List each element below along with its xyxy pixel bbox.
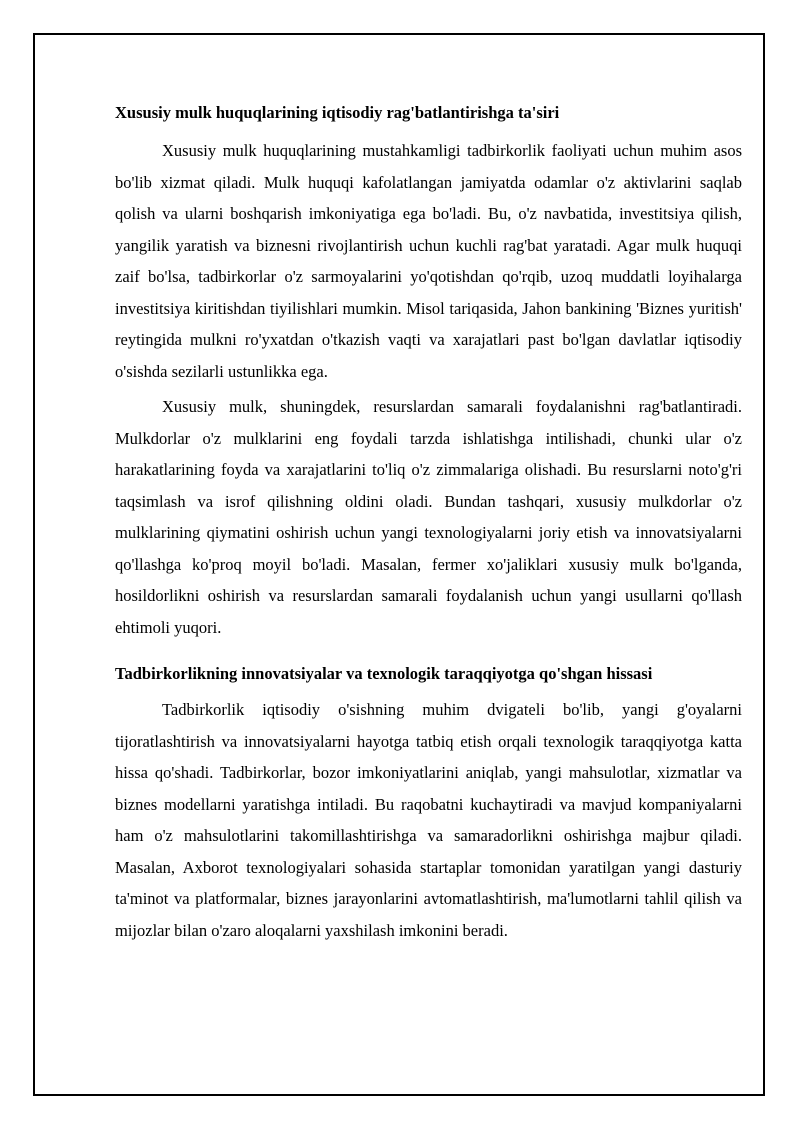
section-heading: Xususiy mulk huquqlarining iqtisodiy rag'batlantirishga ta'siri xyxy=(115,103,560,122)
paragraph: Tadbirkorlik iqtisodiy o'sishning muhim dvigateli bo'lib, yangi g'oyalarni tijoratlashtirish va innovatsiyalarni hayotga tatbiq etish orqali texnologik taraqqiyotga katta hissa qo'shadi. Tadbirkorlar, bozor imkoniyatlarini aniqlab, yangi mahsulotlar, xizmatlar va biznes modellarni yaratishga intiladi. Bu raqobatni kuchaytiradi va mavjud kompaniyalarni ham o'z mahsulotlarini takomillashtirishga va samaradorlikni oshirishga majbur qiladi. Masalan, Axborot texnologiyalari sohasida startaplar tomonidan yaratilgan yangi dasturiy ta'minot va platformalar, biznes jarayonlarini avtomatlashtirish, ma'lumotlarni tahlil qilish va mijozlar bilan o'zaro aloqalarni yaxshilash imkonini beradi. xyxy=(115,700,742,940)
section-heading: Tadbirkorlikning innovatsiyalar va texnologik taraqqiyotga qo'shgan hissasi xyxy=(115,664,653,683)
document-body xyxy=(115,100,742,946)
paragraph: Xususiy mulk huquqlarining mustahkamligi tadbirkorlik faoliyati uchun muhim asos bo'lib xizmat qiladi. Mulk huquqi kafolatlangan jamiyatda odamlar o'z aktivlarini saqlab qolish va ularni boshqarish imkoniyatiga ega bo'ladi. Bu, o'z navbatida, investitsiya qilish, yangilik yaratish va biznesni rivojlantirish uchun kuchli rag'bat yaratadi. Agar mulk huquqi zaif bo'lsa, tadbirkorlar o'z sarmoyalarini yo'qotishdan qo'rqib, uzoq muddatli loyihalarga investitsiya kiritishdan tiyilishlari mumkin. Misol tariqasida, Jahon bankining 'Biznes yuritish' reytingida mulkni ro'yxatdan o'tkazish vaqti va xarajatlari past bo'lgan davlatlar iqtisodiy o'sishda sezilarli ustunlikka ega. xyxy=(115,141,742,381)
paragraph: Xususiy mulk, shuningdek, resurslardan samarali foydalanishni rag'batlantiradi. Mulkdorlar o'z mulklarini eng foydali tarzda ishlatishga intilishadi, chunki ular o'z harakatlarining foyda va xarajatlarini to'liq o'z zimmalariga olishadi. Bu resurslarni noto'g'ri taqsimlash va isrof qilishning oldini oladi. Bundan tashqari, xususiy mulkdorlar o'z mulklarining qiymatini oshirish uchun yangi texnologiyalarni joriy etish va innovatsiyalarni qo'llashga ko'proq moyil bo'ladi. Masalan, fermer xo'jaliklari xususiy mulk bo'lganda, hosildorlikni oshirish va resurslardan samarali foydalanish uchun yangi usullarni qo'llash ehtimoli yuqori. xyxy=(115,397,742,637)
